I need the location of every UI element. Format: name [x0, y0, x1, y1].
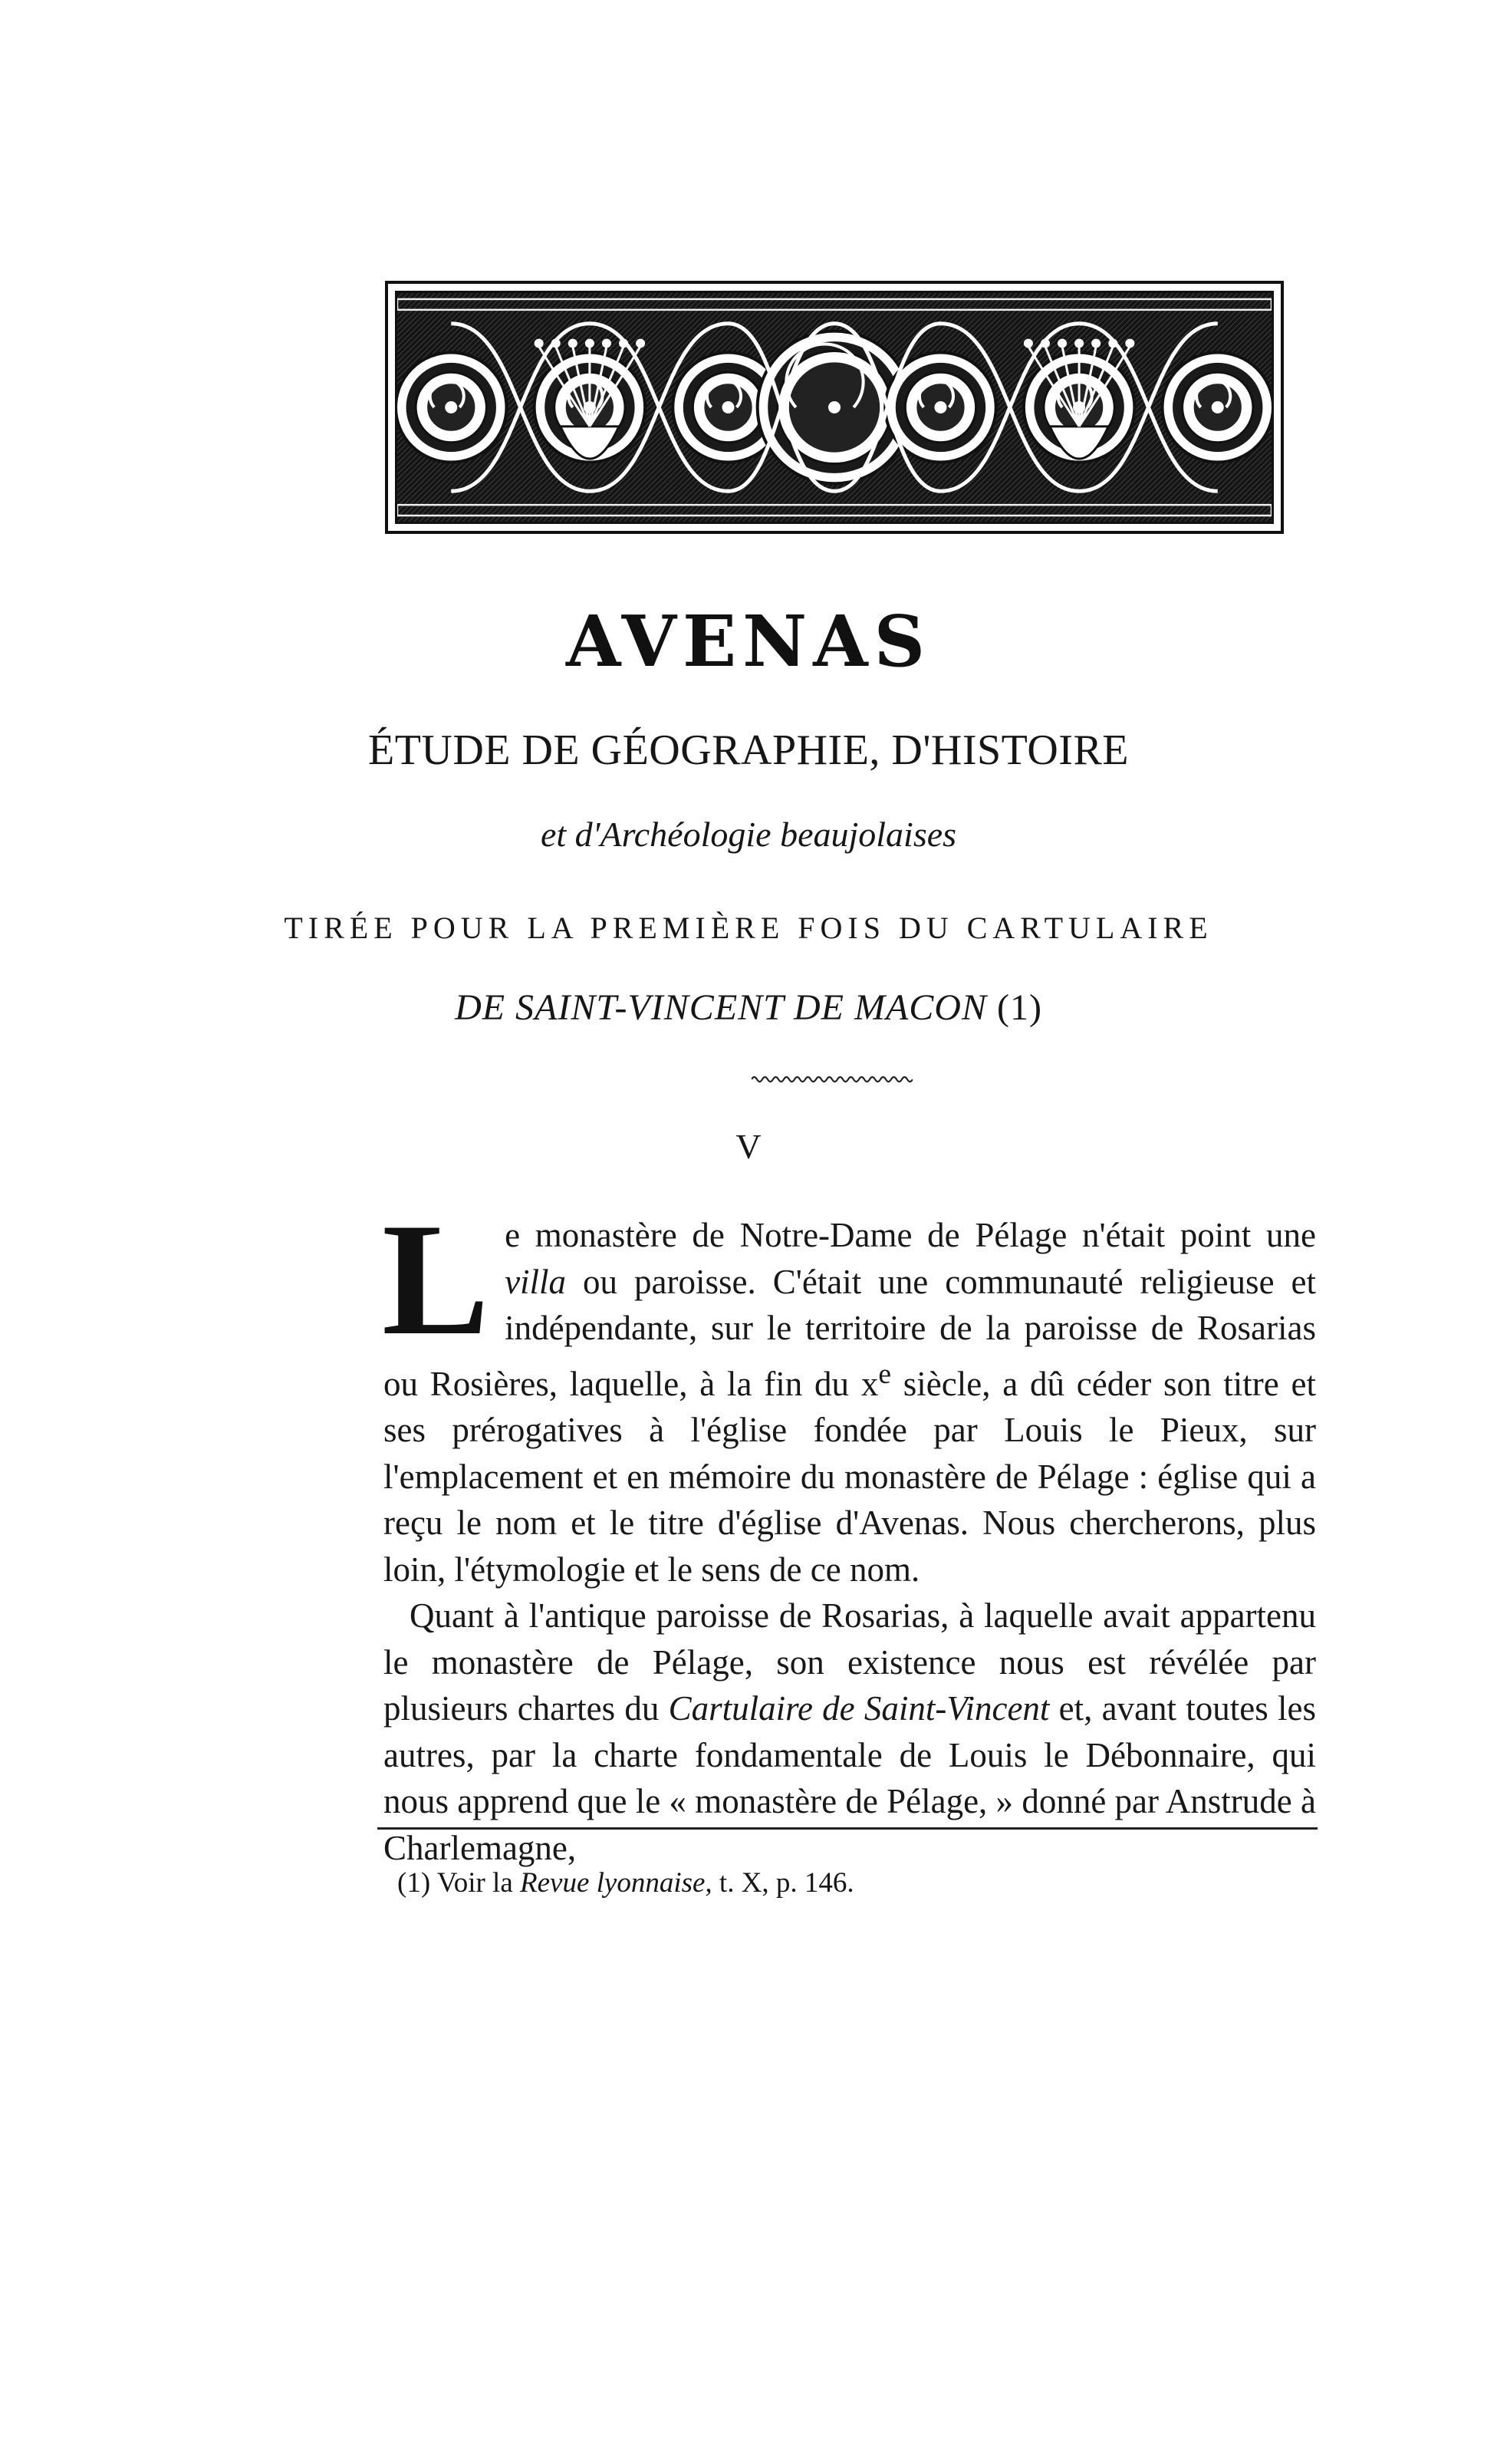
footnote-italic: Revue lyonnaise, — [520, 1867, 712, 1899]
wavy-separator-icon — [752, 1074, 913, 1085]
body-text — [382, 1191, 1316, 1871]
paragraph-text: siècle, a dû céder son titre et ses prérogatives à l'église fondée par Louis le Pieux, sur l'emplacement et en mémoire du monastère de Pélage : église qui a reçu le nom et le titre d'église d'Avenas. Nous chercherons, plus loin, l'étymologie et le sens de ce nom. — [383, 1364, 1316, 1589]
footnote-number: (1) — [397, 1867, 431, 1899]
ornamental-headpiece — [385, 281, 1284, 534]
paragraph-italic: villa — [505, 1262, 567, 1301]
paragraph-text: et, avant toutes les autres, par la charte fondamentale de Louis le Débonnaire, qui nous apprend que le « monastère de Pélage, » donné par Anstrude à Charlemagne, — [383, 1689, 1316, 1867]
subtitle-line-4-text: DE SAINT-VINCENT DE MACON — [455, 987, 987, 1028]
paragraph-text: ou paroisse. C'était une communauté religieuse et indépendante, sur le territoire de la paroisse de Rosarias ou Rosières, laquelle, à la fin du x — [383, 1262, 1316, 1403]
page-title: AVENAS — [565, 600, 932, 683]
footnote-divider — [377, 1827, 1318, 1830]
section-number: V — [735, 1127, 762, 1166]
superscript: e — [878, 1358, 891, 1390]
subtitle-line-2: et d'Archéologie beaujolaises — [540, 815, 957, 854]
paragraph-text: e monastère de Notre-Dame de Pélage n'était point une — [505, 1216, 1316, 1254]
subtitle-line-1: ÉTUDE DE GÉOGRAPHIE, D'HISTOIRE — [367, 726, 1130, 774]
footnote-text: t. X, p. 146. — [712, 1867, 854, 1899]
footnote-reference: (1) — [996, 987, 1042, 1028]
subtitle-line-3: TIRÉE POUR LA PREMIÈRE FOIS DU CARTULAIRE — [284, 911, 1213, 945]
paragraph-italic: Cartulaire de Saint-Vincent — [668, 1689, 1050, 1728]
scrollwork-ornament-icon — [397, 293, 1272, 522]
paragraph-text: Quant à l'antique paroisse de Rosarias, à laquelle avait appartenu le monastère de Pélage, son existence nous est révélée par plusieurs chartes du — [383, 1596, 1316, 1728]
paragraph — [382, 1191, 1316, 1593]
footnote — [397, 1866, 854, 1900]
footnote-text: Voir la — [430, 1867, 520, 1899]
drop-cap: L — [382, 1191, 490, 1369]
subtitle-line-4 — [0, 987, 1497, 1028]
